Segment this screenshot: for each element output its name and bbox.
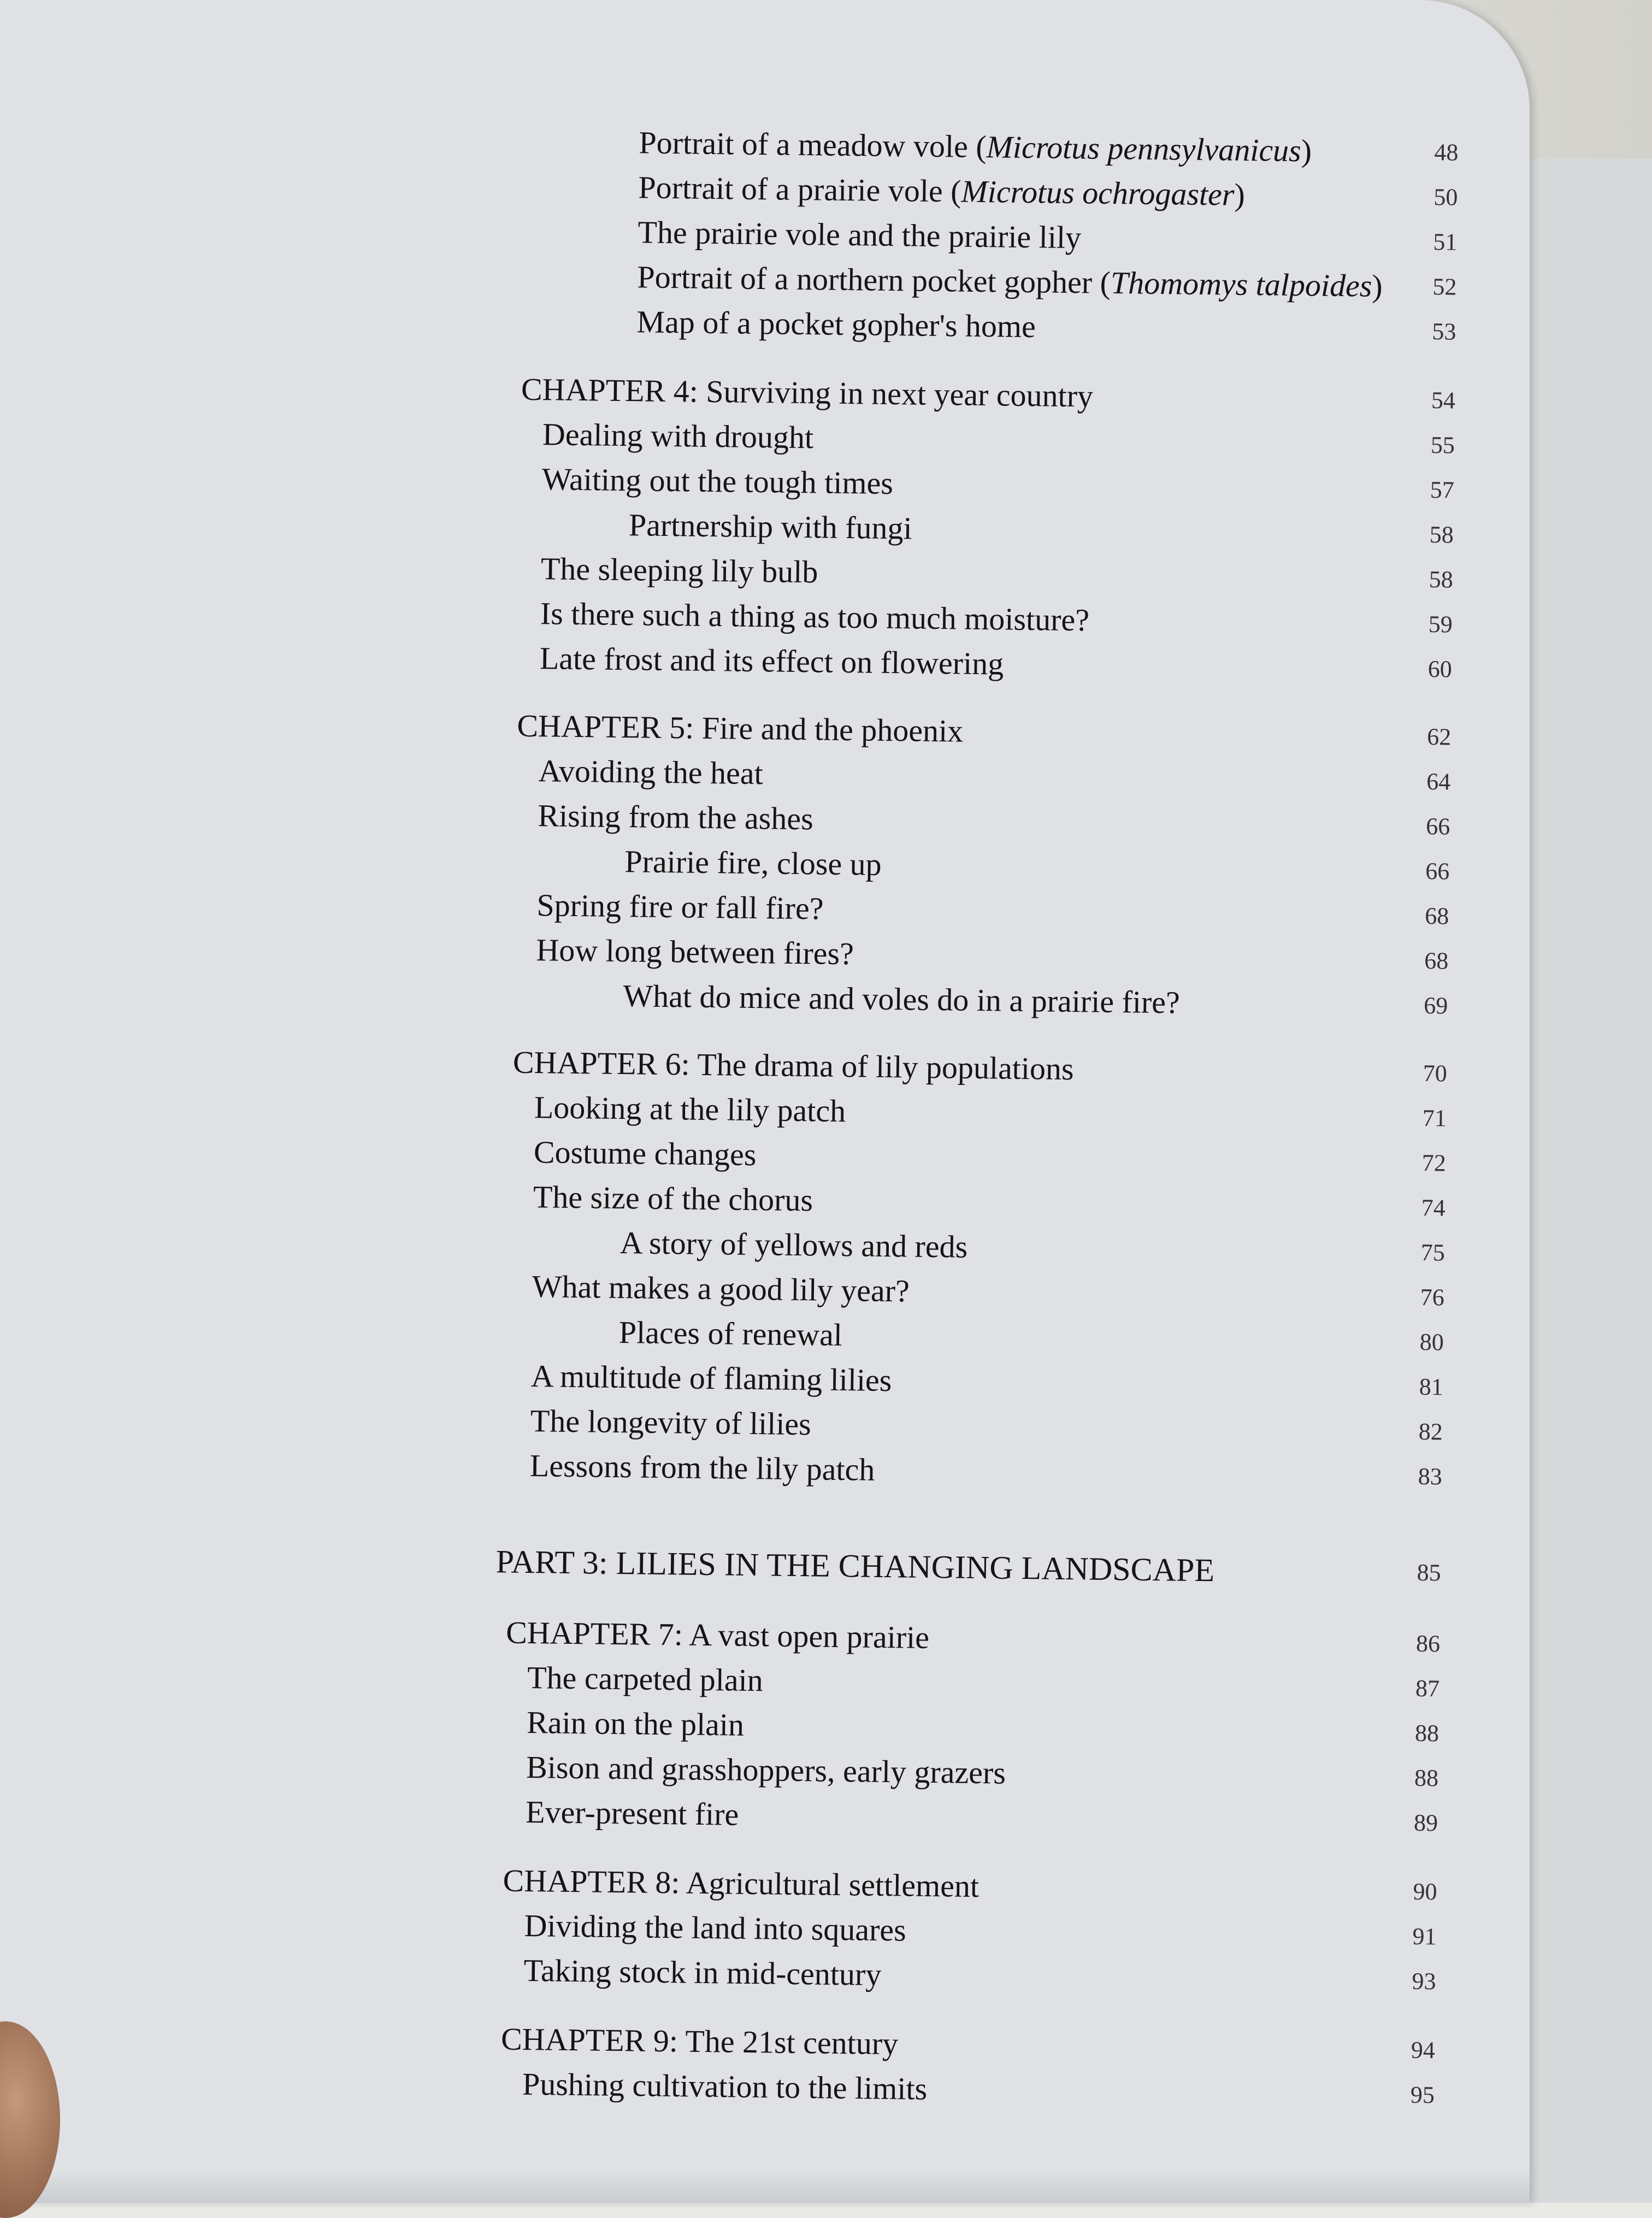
toc-page-number: 58 [1429,566,1454,593]
toc-entry-title [527,1657,763,1701]
toc-entry-title [636,301,1036,347]
toc-title-text: Portrait of a meadow vole ( [639,125,987,165]
toc-title-text: PART 3: LILIES IN THE CHANGING LANDSCAPE [495,1543,1215,1589]
toc-entry-title [512,1042,1074,1090]
toc-entry-title [536,929,854,975]
toc-page-number: 71 [1422,1104,1447,1132]
toc-entry-title [533,1176,813,1221]
toc-page-number: 60 [1427,656,1453,683]
toc-page-number: 86 [1415,1630,1441,1657]
toc-page-number: 66 [1425,857,1450,885]
toc-page-number: 55 [1430,432,1455,459]
toc-entry-title [637,256,1383,307]
toc-title-text: A story of yellows and reds [620,1225,968,1265]
toc-page-number: 66 [1426,812,1450,840]
toc-entry-title [495,1541,1214,1591]
toc-title-text: Portrait of a prairie vole ( [638,169,961,209]
toc-entry-title [533,1131,756,1176]
toc-entry-title [540,638,1004,685]
toc-entry-title [536,884,824,929]
toc-entry-title [532,1266,910,1312]
toc-entry-title [639,122,1312,172]
toc-title-end: ) [1372,268,1383,304]
toc-entry-title [526,1747,1006,1794]
toc-page-number: 85 [1417,1559,1441,1586]
toc-title-text: Spring fire or fall fire? [536,887,824,927]
toc-title-text: Looking at the lily patch [534,1089,846,1129]
toc-title-text: Dividing the land into squares [524,1907,907,1948]
toc-entry-title [618,1312,842,1356]
toc-part-heading [474,1541,1512,1597]
toc-page-number: 53 [1432,318,1456,345]
toc-entry-title [620,1222,967,1268]
toc-entry-title [530,1400,811,1445]
toc-title-end: ) [1234,176,1246,213]
toc-title-text: Partnership with fungi [628,507,913,546]
toc-entry-title [623,975,1180,1023]
toc-entry-title [541,548,818,593]
toc-entry-title [526,1791,739,1836]
toc-entry-title [538,795,813,840]
toc-title-text: CHAPTER 8: Agricultural settlement [503,1862,980,1904]
toc-title-text: CHAPTER 7: A vast open prairie [505,1614,930,1655]
toc-page-number: 88 [1414,1764,1439,1792]
toc-page-number: 50 [1433,184,1458,211]
toc-entry-title [521,369,1094,417]
toc-page-number: 72 [1421,1149,1447,1177]
toc-page-number: 54 [1431,387,1456,414]
toc-page-number: 70 [1423,1059,1448,1087]
toc-page-number: 95 [1410,2081,1435,2109]
toc-title-text: Rising from the ashes [538,798,814,837]
toc-entry-title [538,750,763,794]
toc-entry-title [501,2018,899,2064]
toc-entry-title [629,504,913,549]
toc-title-italic: Microtus pennsylvanicus [986,129,1302,169]
toc-title-text: Avoiding the heat [538,753,764,792]
toc-entry-title [542,414,814,458]
toc-title-text: CHAPTER 9: The 21st century [500,2021,899,2062]
toc-entry-title [638,167,1245,216]
toc-entry-title [530,1355,892,1401]
toc-page-number: 93 [1412,1967,1436,1995]
toc-title-text: Pushing cultivation to the limits [522,2066,928,2107]
toc-page-number: 59 [1428,611,1453,638]
toc-entry-title [542,458,894,504]
toc-entry-title [638,211,1082,258]
toc-title-text: How long between fires? [536,932,854,972]
toc-title-text: The longevity of lilies [530,1403,812,1442]
toc-page-number: 87 [1415,1674,1440,1702]
toc-page-number: 88 [1414,1719,1439,1747]
toc-title-italic: Thomomys talpoides [1110,264,1372,304]
toc-title-text: CHAPTER 6: The drama of lily populations [512,1044,1074,1087]
toc-entry-title [529,1445,875,1491]
toc-page-number: 74 [1421,1194,1446,1222]
toc-title-text: Lessons from the lily patch [529,1448,875,1488]
toc-entry-title [527,1702,745,1746]
toc-title-text: A multitude of flaming lilies [530,1358,892,1399]
toc-title-text: The carpeted plain [527,1660,764,1698]
toc-page-number: 62 [1427,723,1452,751]
toc-entry-title [522,2063,928,2110]
toc-title-text: The sleeping lily bulb [540,551,818,590]
toc-title-text: CHAPTER 5: Fire and the phoenix [517,707,964,749]
toc-page-number: 81 [1419,1373,1444,1401]
toc-title-text: Costume changes [533,1134,757,1173]
toc-entry-title [534,1087,846,1132]
toc-page-number: 90 [1413,1878,1437,1906]
table-of-contents [467,120,1530,2154]
underlying-page [1510,158,1652,2203]
toc-title-italic: Microtus ochrogaster [961,173,1235,213]
toc-page-number: 75 [1420,1238,1446,1266]
toc-page-number: 94 [1411,2036,1436,2064]
toc-title-text: Dealing with drought [542,416,814,456]
toc-title-text: Map of a pocket gopher's home [636,304,1036,345]
toc-page-number: 76 [1420,1283,1445,1311]
toc-page-number: 68 [1424,947,1449,975]
toc-page-number: 89 [1413,1809,1438,1837]
toc-title-text: Prairie fire, close up [624,843,882,882]
toc-title-text: What makes a good lily year? [532,1269,910,1309]
toc-entry-title [506,1612,930,1659]
toc-page-number: 58 [1429,521,1454,548]
toc-page-number: 57 [1430,476,1455,504]
toc-page-number: 64 [1426,768,1451,795]
toc-title-text: The prairie vole and the prairie lily [638,214,1082,256]
toc-page-number: 82 [1418,1418,1443,1446]
toc-title-text: The size of the chorus [533,1179,813,1218]
toc-entry-title [540,593,1090,641]
toc-page-number: 68 [1425,902,1449,930]
toc-page-number: 51 [1433,228,1458,256]
toc-title-text: Is there such a thing as too much moisture? [540,595,1090,638]
toc-title-end: ) [1301,133,1312,169]
toc-entry-title [523,1950,882,1996]
toc-title-text: Ever-present fire [525,1794,739,1832]
page-bottom-shadow [0,2170,1530,2203]
toc-entry-title [503,1860,979,1907]
toc-title-text: What do mice and voles do in a prairie fire? [623,978,1181,1020]
toc-title-text: Bison and grasshoppers, early grazers [526,1749,1006,1791]
toc-title-text: Portrait of a northern pocket gopher ( [637,259,1111,300]
toc-page-number: 80 [1419,1328,1444,1356]
toc-entry-title [517,705,964,752]
toc-page-number: 52 [1432,273,1457,300]
toc-entry-title [624,841,882,886]
toc-entry-title [524,1905,906,1951]
toc-title-text: Taking stock in mid-century [523,1952,882,1992]
toc-title-text: Waiting out the tough times [541,461,894,502]
toc-title-text: Places of renewal [618,1314,843,1353]
toc-title-text: Late frost and its effect on flowering [539,640,1004,682]
toc-title-text: CHAPTER 4: Surviving in next year country [521,371,1094,414]
toc-page-number: 91 [1412,1922,1437,1950]
toc-page-number: 48 [1434,139,1459,166]
toc-page-number: 83 [1418,1462,1443,1490]
toc-page-number: 69 [1424,992,1448,1019]
toc-title-text: Rain on the plain [526,1704,745,1743]
